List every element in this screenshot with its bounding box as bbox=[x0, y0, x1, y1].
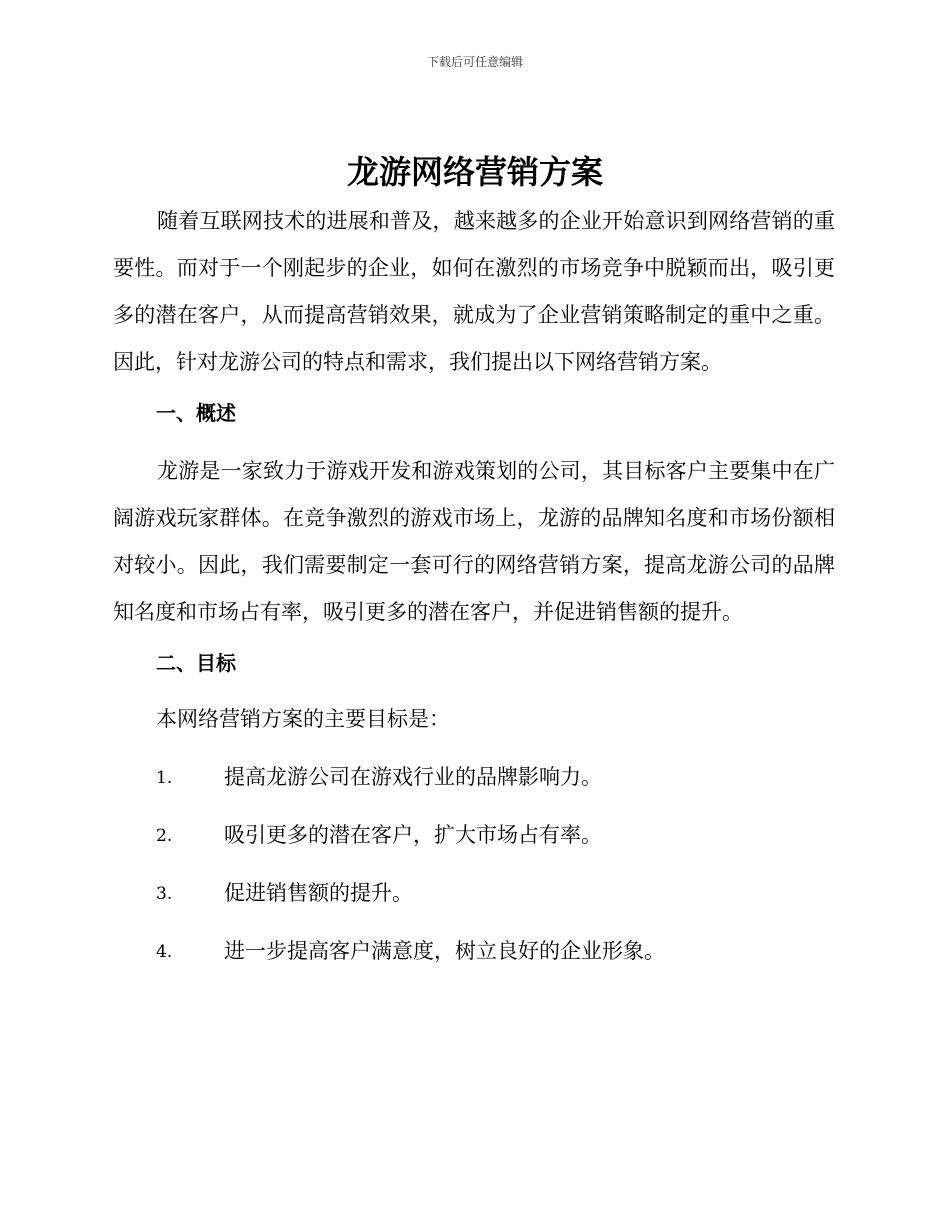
list-item-number: 1. bbox=[156, 768, 173, 788]
list-item-text: 促进销售额的提升。 bbox=[224, 881, 413, 905]
list-item-number: 2. bbox=[156, 826, 173, 846]
list-item-text: 提高龙游公司在游戏行业的品牌影响力。 bbox=[224, 765, 602, 789]
document-title: 龙游网络营销方案 bbox=[346, 153, 603, 191]
section-heading-goals: 二、目标 bbox=[156, 651, 236, 675]
list-item bbox=[0, 934, 950, 992]
section-heading-overview: 一、概述 bbox=[156, 401, 236, 425]
page-header-note: 下载后可任意编辑 bbox=[426, 55, 523, 69]
list-item-number: 4. bbox=[156, 942, 173, 962]
goals-intro: 本网络营销方案的主要目标是： bbox=[156, 707, 450, 731]
list-item bbox=[0, 876, 950, 934]
list-item-number: 3. bbox=[156, 884, 173, 904]
goal-list bbox=[0, 760, 950, 992]
overview-paragraph: 龙游是一家致力于游戏开发和游戏策划的公司，其目标客户主要集中在广阔游戏玩家群体。在竞争激烈的游戏市场上，龙游的品牌知名度和市场份额相对较小。因此，我们需要制定一套可行的网络营销方案，提高龙游公司的品牌知名度和市场占有率，吸引更多的潜在客户，并促进销售额的提升。 bbox=[113, 459, 835, 624]
list-item-text: 吸引更多的潜在客户，扩大市场占有率。 bbox=[224, 823, 602, 847]
intro-paragraph: 随着互联网技术的进展和普及，越来越多的企业开始意识到网络营销的重要性。而对于一个刚起步的企业，如何在激烈的市场竞争中脱颖而出，吸引更多的潜在客户，从而提高营销效果，就成为了企业营销策略制定的重中之重。因此，针对龙游公司的特点和需求，我们提出以下网络营销方案。 bbox=[113, 209, 835, 374]
list-item-text: 进一步提高客户满意度，树立良好的企业形象。 bbox=[224, 939, 665, 963]
list-item bbox=[0, 818, 950, 876]
list-item bbox=[0, 760, 950, 818]
